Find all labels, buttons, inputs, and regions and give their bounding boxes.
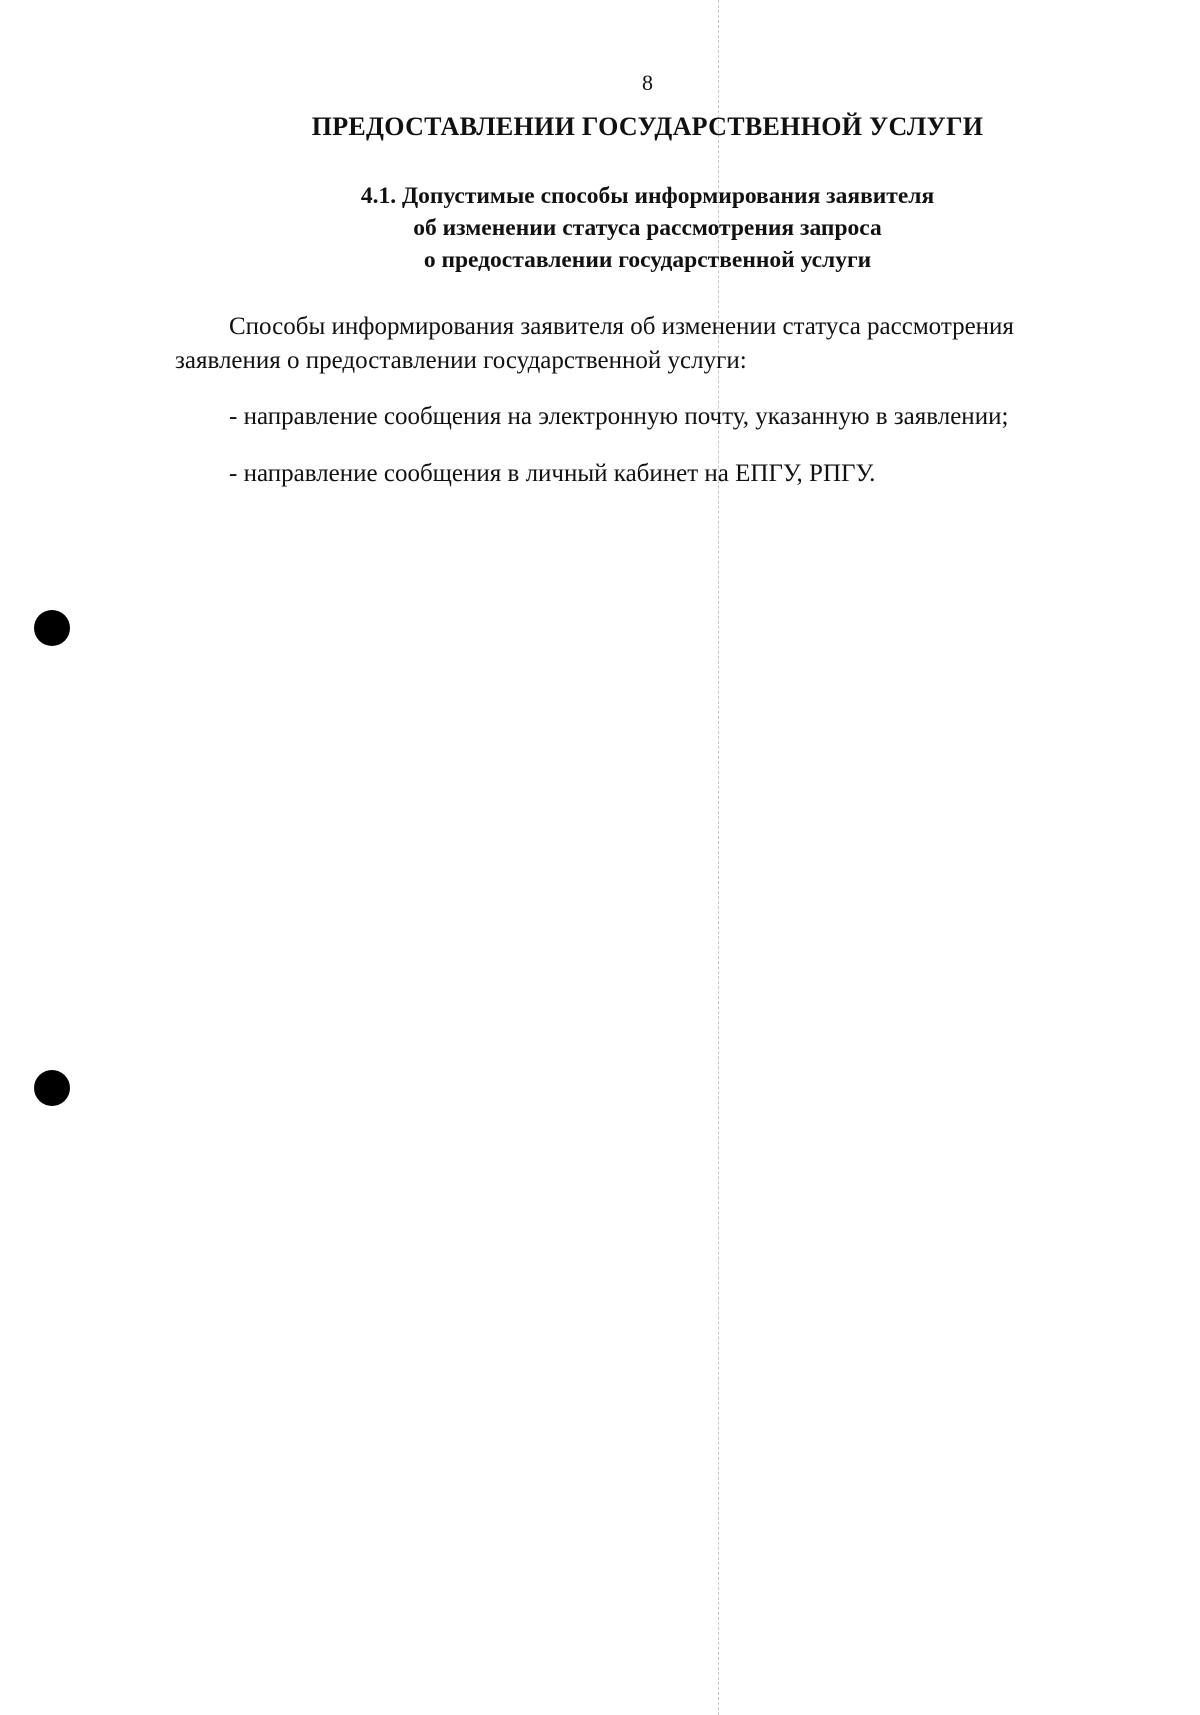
subsection-title-line: об изменении статуса рассмотрения запроса	[413, 215, 882, 241]
intro-line: заявления о предоставлении государственной услуги:	[175, 347, 747, 374]
intro-line: Способы информирования заявителя об изменении статуса рассмотрения	[229, 313, 1014, 340]
list-item: - направление сообщения в личный кабинет на ЕПГУ, РПГУ.	[229, 460, 876, 487]
subsection-title-line: о предоставлении государственной услуги	[423, 247, 872, 273]
list-item: - направление сообщения на электронную почту, указанную в заявлении;	[229, 403, 1009, 430]
punch-hole	[34, 610, 70, 646]
intro-paragraph	[175, 310, 1130, 378]
subsection-title	[0, 180, 1200, 276]
section-heading: ПРЕДОСТАВЛЕНИИ ГОСУДАРСТВЕННОЙ УСЛУГИ	[311, 112, 984, 141]
page-number: 8	[642, 70, 653, 95]
punch-hole	[34, 1070, 70, 1106]
subsection-title-line: 4.1. Допустимые способы информирования заявителя	[360, 183, 935, 209]
